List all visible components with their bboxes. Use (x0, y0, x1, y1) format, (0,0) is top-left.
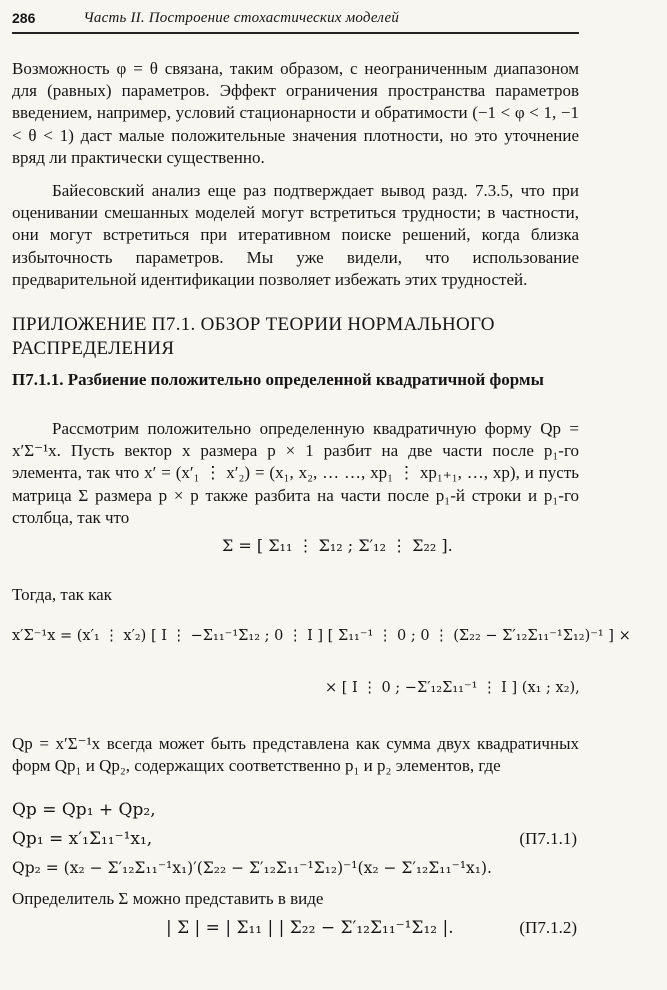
block-matrix-equation-line-2: × [ I ⋮ 0 ; −Σ′₁₂Σ₁₁⁻¹ ⋮ I ] (x₁ ; x₂), (325, 680, 580, 696)
equation-qp2: Qp₂ = (x₂ − Σ′₁₂Σ₁₁⁻¹x₁)′(Σ₂₂ − Σ′₁₂Σ₁₁⁻¹Σ₁₂)⁻¹(x₂ − Σ′₁₂Σ₁₁⁻¹x₁). (12, 859, 492, 877)
appendix-title: ПРИЛОЖЕНИЕ П7.1. ОБЗОР ТЕОРИИ НОРМАЛЬНОГО РАСПРЕДЕЛЕНИЯ (12, 314, 495, 359)
block-matrix-equation-line-1: x′Σ⁻¹x = (x′₁ ⋮ x′₂) [ I ⋮ −Σ₁₁⁻¹Σ₁₂ ; 0 ⋮ I ] [ Σ₁₁⁻¹ ⋮ 0 ; 0 ⋮ (Σ₂₂ − Σ′₁₂Σ₁₁⁻¹Σ₁₂)⁻¹ ] × (12, 628, 631, 644)
running-head (12, 10, 579, 34)
paragraph-1: Возможность φ = θ связана, таким образом, с неограниченным диапазоном для (равных) параметров. Эффект ограничения пространства параметров введением, например, условий стационарности и обратимости (−1 < φ < 1, −1 < θ < 1) даст малые положительные значения плотности, но это уточнение вряд ли практически существенно. (12, 59, 579, 167)
paragraph-4: Qp = x′Σ⁻¹x всегда может быть представлена как сумма двух квадратичных форм Qp₁ и Qp₂, содержащих соответственно p₁ и p₂ элементов, где (12, 734, 579, 776)
paragraph-3: Рассмотрим положительно определенную квадратичную форму Qp = x′Σ⁻¹x. Пусть вектор x размера p × 1 разбит на две части после p₁-го элемента, так что x′ = (x′₁ ⋮ x′₂) = (x₁, x₂, … …, xp₁ ⋮ xp₁₊₁, …, xp), и пусть матрица Σ размера p × p также разбита на части после p₁-й строки и p₁-го столбца, так что (12, 419, 579, 527)
then-text: Тогда, так как (12, 585, 112, 604)
equation-qp-sum: Qp = Qp₁ + Qp₂, (12, 800, 156, 820)
paragraph-2: Байесовский анализ еще раз подтверждает вывод разд. 7.3.5, что при оценивании смешанных моделей могут встретиться трудности; в частности, они могут встретиться при итеративном поиске решений, когда близка избыточность параметров. Мы уже видели, что использование предварительной идентификации позволяет избежать этих трудностей. (12, 181, 579, 289)
running-title: Часть II. Построение стохастических моделей (83, 10, 400, 26)
determinant-equation: | Σ | = | Σ₁₁ | | Σ₂₂ − Σ′₁₂Σ₁₁⁻¹Σ₁₂ |. (166, 918, 454, 938)
equation-qp1: Qp₁ = x′₁Σ₁₁⁻¹x₁, (12, 829, 153, 849)
determinant-text: Определитель Σ можно представить в виде (12, 889, 324, 908)
section-title: П7.1.1. Разбиение положительно определенной квадратичной формы (12, 370, 544, 389)
equation-number-7-1-1: (П7.1.1) (519, 829, 577, 848)
page-number: 286 (12, 10, 36, 26)
sigma-partition-equation: Σ = [ Σ₁₁ ⋮ Σ₁₂ ; Σ′₁₂ ⋮ Σ₂₂ ]. (222, 536, 453, 555)
equation-number-7-1-2: (П7.1.2) (519, 918, 577, 937)
